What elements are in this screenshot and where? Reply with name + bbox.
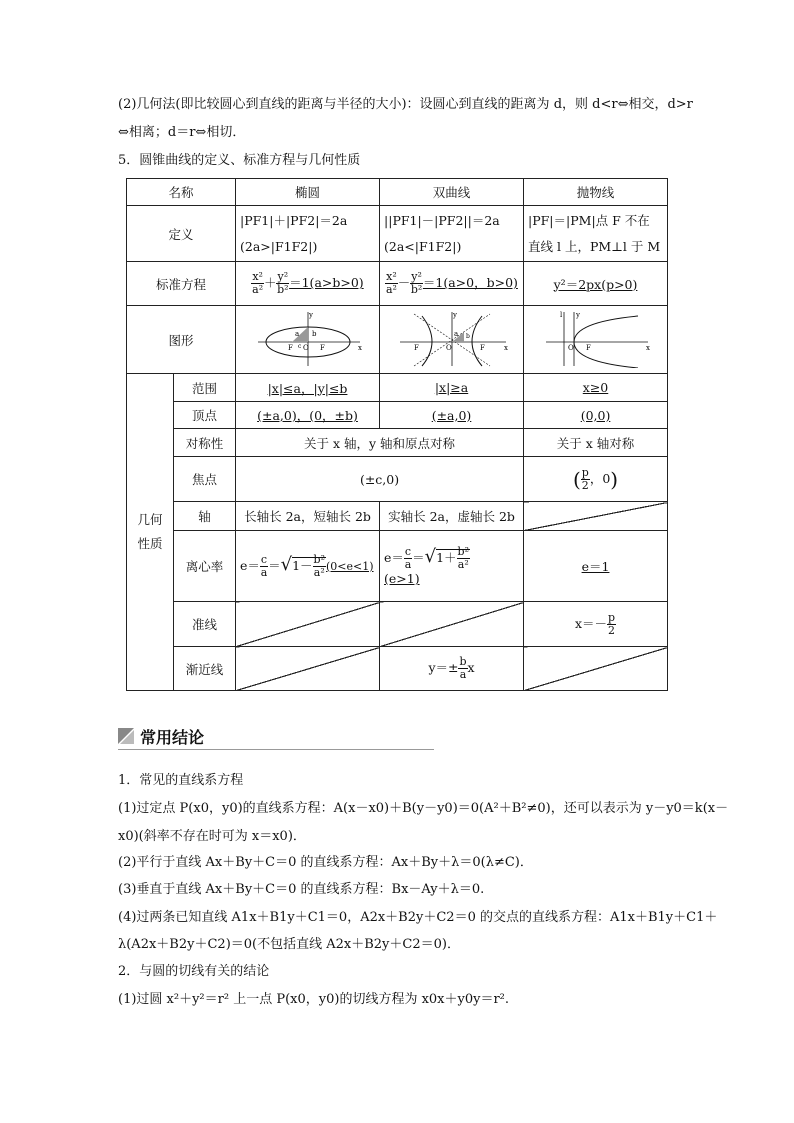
row-label-geometric-properties (127, 374, 174, 691)
ecc-ellipse-cond: (0<e<1) (326, 559, 374, 573)
conclusion-1-3: (3)垂直于直线 Ax＋By＋C＝0 的直线系方程：Bx－Ay＋λ＝0. (118, 882, 485, 897)
svg-text:a: a (453, 330, 458, 338)
conic-sections-table (126, 178, 668, 691)
row-label-figure: 图形 (127, 306, 236, 374)
vertex-ellipse-val: (±a,0)，(0，±b) (257, 408, 358, 423)
asymptote-hyperbola: y＝± $\frac{b}{a}$ x (380, 647, 524, 691)
ellipse-graph (248, 308, 368, 368)
row-label-asymptote: 渐近线 (174, 647, 236, 691)
section-header-common-conclusions (118, 725, 434, 749)
header-name: 名称 (127, 179, 236, 206)
svg-text:b: b (465, 333, 470, 340)
table-row-eccentricity (127, 531, 668, 602)
directrix-hyperbola-empty (380, 602, 524, 647)
row-label-axis: 轴 (174, 502, 236, 531)
conclusion-2-1: (1)过圆 x²＋y²＝r² 上一点 P(x0，y0)的切线方程为 x0x＋y0y＝r². (118, 992, 510, 1007)
frac-y2-b2: $\frac{\text{y²}}{\text{b²}}$ (277, 270, 289, 296)
text-line-geometric-method: (2)几何法(即比较圆心到直线的距离与半径的大小)：设圆心到直线的距离为 d，则 d<r⇔相交，d>r (118, 97, 693, 112)
table-row-range (127, 374, 668, 402)
ecc-hyperbola-cond: (e>1) (384, 571, 420, 586)
std-parabola-eq: y²＝2px(p>0) (553, 276, 638, 292)
svg-text:x: x (645, 344, 650, 352)
def-ellipse-eq: |PF1|＋|PF2|＝2a (240, 212, 348, 228)
range-parabola-val: x≥0 (582, 380, 609, 395)
svg-text:y: y (308, 311, 313, 319)
svg-text:l: l (559, 311, 562, 319)
table-row-definition (127, 206, 668, 262)
frac-p-2-dir: $\frac{p}{2}$ (608, 610, 616, 637)
focus-common: (±c,0) (236, 457, 524, 502)
def-ellipse (236, 206, 380, 262)
focus-parabola-tail: ，0 (589, 470, 611, 486)
svg-text:F: F (287, 344, 293, 352)
geo-label-1: 几何 (137, 512, 163, 527)
svg-text:b: b (311, 330, 316, 338)
text-line-tangent: ⇔相离；d＝r⇔相切． (118, 125, 246, 140)
row-label-focus: 焦点 (174, 457, 236, 502)
def-parabola-line2: 直线 l 上，PM⊥l 于 M (528, 238, 661, 254)
frac-b2-a2: $\frac{\text{b²}}{\text{a²}}$ (313, 552, 325, 579)
def-hyperbola (380, 206, 524, 262)
def-hyperbola-cond: (2a<|F1F2|) (384, 238, 462, 254)
directrix-parabola-val: x＝－ (574, 615, 608, 631)
row-label-range: 范围 (174, 374, 236, 402)
row-label-symmetry: 对称性 (174, 429, 236, 457)
svg-text:x: x (503, 344, 508, 352)
table-row-vertex (127, 402, 668, 429)
std-ellipse: $\frac{\text{x²}}{\text{a²}}$ ＋ $\frac{\text{y²}}{\text{b²}}$ ＝1(a>b>0) (236, 262, 380, 306)
svg-text:O: O (445, 344, 452, 352)
row-label-directrix: 准线 (174, 602, 236, 647)
ecc-hyperbola: e＝ $\frac{c}{a}$ ＝√1＋ $\frac{\text{b²}}{\text{a²}}$ (e>1) (380, 531, 524, 602)
figure-ellipse (236, 306, 380, 374)
section-title: 常用结论 (140, 728, 205, 747)
header-ellipse: 椭圆 (236, 179, 380, 206)
frac-b-a: $\frac{b}{a}$ (459, 655, 467, 681)
std-hyperbola: $\frac{\text{x²}}{\text{a²}}$ － $\frac{\text{y²}}{\text{b²}}$ ＝1(a>0，b>0) (380, 262, 524, 306)
vertex-hyperbola-val: (±a,0) (431, 407, 472, 423)
svg-text:O: O (567, 344, 574, 352)
svg-text:a: a (294, 330, 299, 338)
ecc-parabola-val: e＝1 (581, 559, 610, 574)
table-row-figure (127, 306, 668, 374)
section-5-title: 5．圆锥曲线的定义、标准方程与几何性质 (118, 153, 361, 168)
svg-text:c: c (297, 343, 301, 350)
def-parabola-line1: |PF|＝|PM|点 F 不在 (528, 212, 650, 228)
svg-text:y: y (575, 311, 580, 319)
svg-text:F: F (413, 344, 419, 352)
row-label-eccentricity: 离心率 (174, 531, 236, 602)
figure-hyperbola (380, 306, 524, 374)
frac-b2-a2-h: $\frac{\text{b²}}{\text{a²}}$ (457, 545, 469, 571)
vertex-parabola (524, 402, 668, 429)
parabola-graph (536, 308, 656, 368)
def-parabola (524, 206, 668, 262)
frac-c-a-h: $\frac{c}{a}$ (404, 545, 412, 571)
symmetry-parabola: 关于 x 轴对称 (524, 429, 668, 457)
asymptote-hyperbola-val: y＝± (428, 660, 459, 675)
axis-hyperbola: 实轴长 2a，虚轴长 2b (380, 502, 524, 531)
frac-c-a: $\frac{c}{a}$ (260, 552, 268, 579)
geo-label-2: 性质 (137, 536, 163, 551)
figure-parabola (524, 306, 668, 374)
conclusion-1-title: 1．常见的直线系方程 (118, 773, 244, 788)
conclusion-1-4a: (4)过两条已知直线 A1x＋B1y＋C1＝0，A2x＋B2y＋C2＝0 的交点的直线系方程：A1x＋B1y＋C1＋ (118, 910, 718, 925)
header-hyperbola: 双曲线 (380, 179, 524, 206)
table-header-row (127, 179, 668, 206)
ecc-parabola (524, 531, 668, 602)
range-ellipse-val: |x|≤a，|y|≤b (267, 380, 348, 396)
vertex-ellipse (236, 402, 380, 429)
axis-parabola-empty (524, 502, 668, 531)
std-ellipse-cond: ＝1(a>b>0) (289, 275, 364, 290)
conclusion-2-title: 2．与圆的切线有关的结论 (118, 964, 270, 979)
std-hyperbola-cond: ＝1(a>0，b>0) (422, 275, 518, 290)
frac-x2-a2-h: $\frac{\text{x²}}{\text{a²}}$ (385, 270, 397, 296)
svg-text:x: x (357, 344, 362, 352)
section-rule (118, 749, 434, 750)
svg-text:F: F (319, 344, 325, 352)
focus-parabola: ( $\frac{p}{2}$ ，0) (524, 457, 668, 502)
range-ellipse (236, 374, 380, 402)
svg-text:O: O (302, 344, 309, 352)
svg-text:y: y (452, 311, 457, 319)
table-row-focus (127, 457, 668, 502)
ecc-ellipse: e＝ $\frac{c}{a}$ ＝√1－ $\frac{\text{b²}}{\text{a²}}$ (0<e<1) (236, 531, 380, 602)
range-hyperbola (380, 374, 524, 402)
table-row-axis (127, 502, 668, 531)
table-row-symmetry (127, 429, 668, 457)
conclusion-1-1b: x0)(斜率不存在时可为 x＝x0)． (118, 829, 306, 844)
conclusion-1-4b: λ(A2x＋B2y＋C2)＝0(不包括直线 A2x＋B2y＋C2＝0)． (118, 937, 460, 952)
header-parabola: 抛物线 (524, 179, 668, 206)
directrix-parabola (524, 602, 668, 647)
asymptote-parabola-empty (524, 647, 668, 691)
table-row-standard-equation (127, 262, 668, 306)
table-row-asymptote (127, 647, 668, 691)
vertex-hyperbola (380, 402, 524, 429)
directrix-ellipse-empty (236, 602, 380, 647)
hyperbola-graph (392, 308, 512, 368)
def-hyperbola-eq: ||PF1|－|PF2||＝2a (384, 212, 500, 228)
frac-x2-a2: $\frac{\text{x²}}{\text{a²}}$ (252, 270, 264, 296)
conclusion-1-2: (2)平行于直线 Ax＋By＋C＝0 的直线系方程：Ax＋By＋λ＝0(λ≠C)． (118, 855, 533, 870)
range-hyperbola-val: |x|≥a (434, 380, 469, 395)
svg-text:F: F (585, 344, 591, 352)
axis-ellipse: 长轴长 2a，短轴长 2b (236, 502, 380, 531)
svg-text:F: F (479, 344, 485, 352)
table-row-directrix (127, 602, 668, 647)
def-ellipse-cond: (2a>|F1F2|) (240, 238, 318, 254)
row-label-definition: 定义 (127, 206, 236, 262)
range-parabola (524, 374, 668, 402)
vertex-parabola-val: (0,0) (580, 407, 611, 423)
conclusion-1-1a: (1)过定点 P(x0，y0)的直线系方程：A(x－x0)＋B(y－y0)＝0(A²＋B²≠0)，还可以表示为 y－y0＝k(x－ (118, 801, 729, 816)
frac-p-2: $\frac{p}{2}$ (581, 465, 589, 492)
std-parabola (524, 262, 668, 306)
row-label-vertex: 顶点 (174, 402, 236, 429)
symmetry-common: 关于 x 轴，y 轴和原点对称 (236, 429, 524, 457)
row-label-standard: 标准方程 (127, 262, 236, 306)
frac-y2-b2-h: $\frac{\text{y²}}{\text{b²}}$ (410, 270, 423, 296)
asymptote-ellipse-empty (236, 647, 380, 691)
